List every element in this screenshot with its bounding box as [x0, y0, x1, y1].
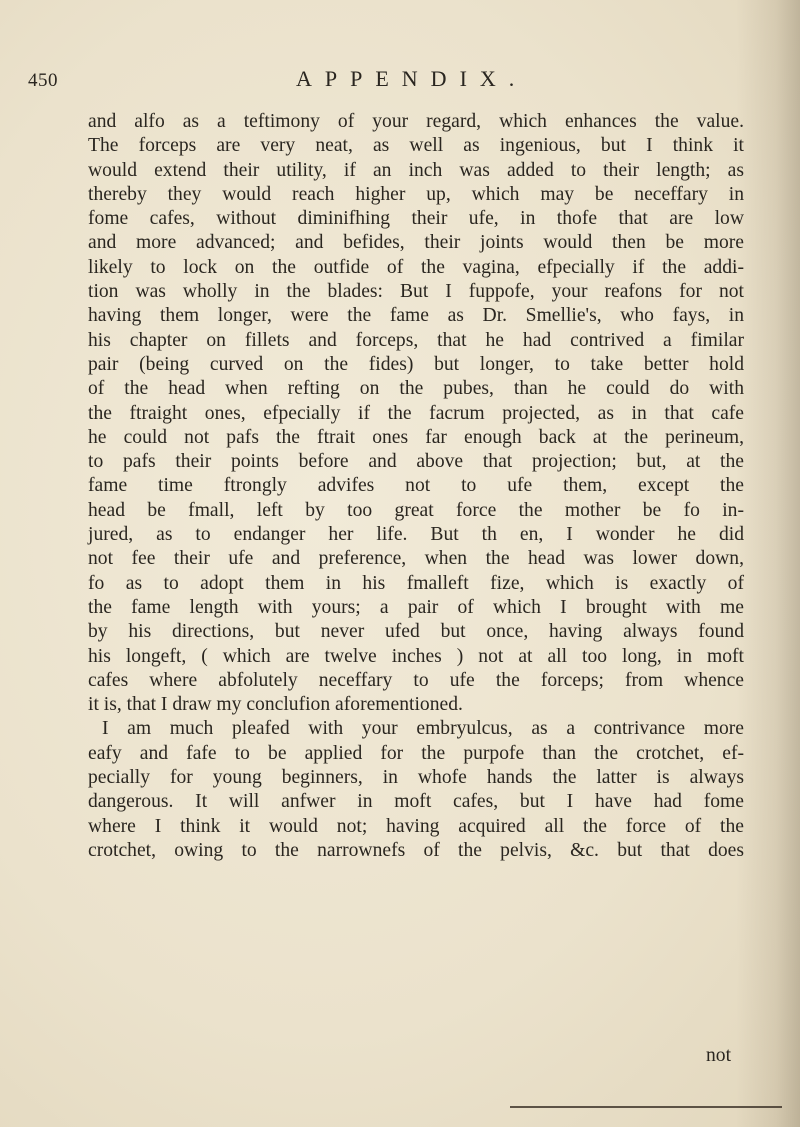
text-line: thereby they would reach higher up, which may be neceffary in: [88, 183, 744, 205]
text-line: pair (being curved on the fides) but longer, to take better hold: [88, 353, 744, 375]
text-line: tion was wholly in the blades: But I fuppofe, your reafons for not: [88, 281, 744, 303]
text-line: the ftraight ones, efpecially if the facrum projected, as in that cafe: [88, 402, 744, 424]
catchword: not: [706, 1045, 732, 1066]
text-line: pecially for young beginners, in whofe hands the latter is always: [88, 767, 744, 789]
text-line: would extend their utility, if an inch was added to their length; as: [88, 159, 744, 181]
text-line: crotchet, owing to the narrownefs of the pelvis, &c. but that does: [88, 839, 744, 861]
text-line: fo as to adopt them in his fmalleft fize, which is exactly of: [88, 572, 744, 594]
text-line: dangerous. It will anfwer in moft cafes, but I have had fome: [88, 791, 744, 813]
body-text: [88, 110, 744, 863]
text-line: head be fmall, left by too great force the mother be fo in-: [88, 499, 744, 521]
text-line: the fame length with yours; a pair of which I brought with me: [88, 596, 744, 618]
text-line: and alfo as a teftimony of your regard, which enhances the value.: [88, 111, 744, 132]
text-line: it is, that I draw my conclufion aforementioned.: [88, 694, 463, 716]
text-line: where I think it would not; having acquired all the force of the: [88, 815, 744, 837]
text-line: of the head when refting on the pubes, than he could do with: [88, 378, 744, 400]
text-line: he could not pafs the ftrait ones far enough back at the perineum,: [88, 426, 744, 448]
text-line: and more advanced; and befides, their joints would then be more: [88, 232, 744, 254]
text-line: his chapter on fillets and forceps, that he had contrived a fimilar: [88, 329, 744, 351]
text-line: I am much pleafed with your embryulcus, as a contrivance more: [102, 718, 744, 740]
text-line: his longeft, ( which are twelve inches ) not at all too long, in moft: [88, 645, 744, 667]
bottom-rule: [510, 1106, 782, 1108]
text-line: fame time ftrongly advifes not to ufe them, except the: [88, 475, 744, 497]
text-line: fome cafes, without diminifhing their ufe, in thofe that are low: [88, 208, 744, 230]
text-line: The forceps are very neat, as well as ingenious, but I think it: [88, 135, 744, 157]
text-line: likely to lock on the outfide of the vagina, efpecially if the addi-: [88, 256, 744, 278]
text-line: cafes where abfolutely neceffary to ufe the forceps; from whence: [88, 669, 744, 691]
text-line: by his directions, but never ufed but once, having always found: [88, 621, 744, 643]
text-line: having them longer, were the fame as Dr. Smellie's, who fays, in: [88, 305, 744, 327]
text-line: to pafs their points before and above that projection; but, at the: [88, 451, 744, 473]
text-line: jured, as to endanger her life. But th en, I wonder he did: [88, 524, 744, 546]
text-line: eafy and fafe to be applied for the purpofe than the crotchet, ef-: [88, 742, 744, 764]
text-line: not fee their ufe and preference, when the head was lower down,: [88, 548, 744, 570]
page-number: 450: [28, 70, 58, 91]
running-head: APPENDIX.: [296, 66, 528, 91]
